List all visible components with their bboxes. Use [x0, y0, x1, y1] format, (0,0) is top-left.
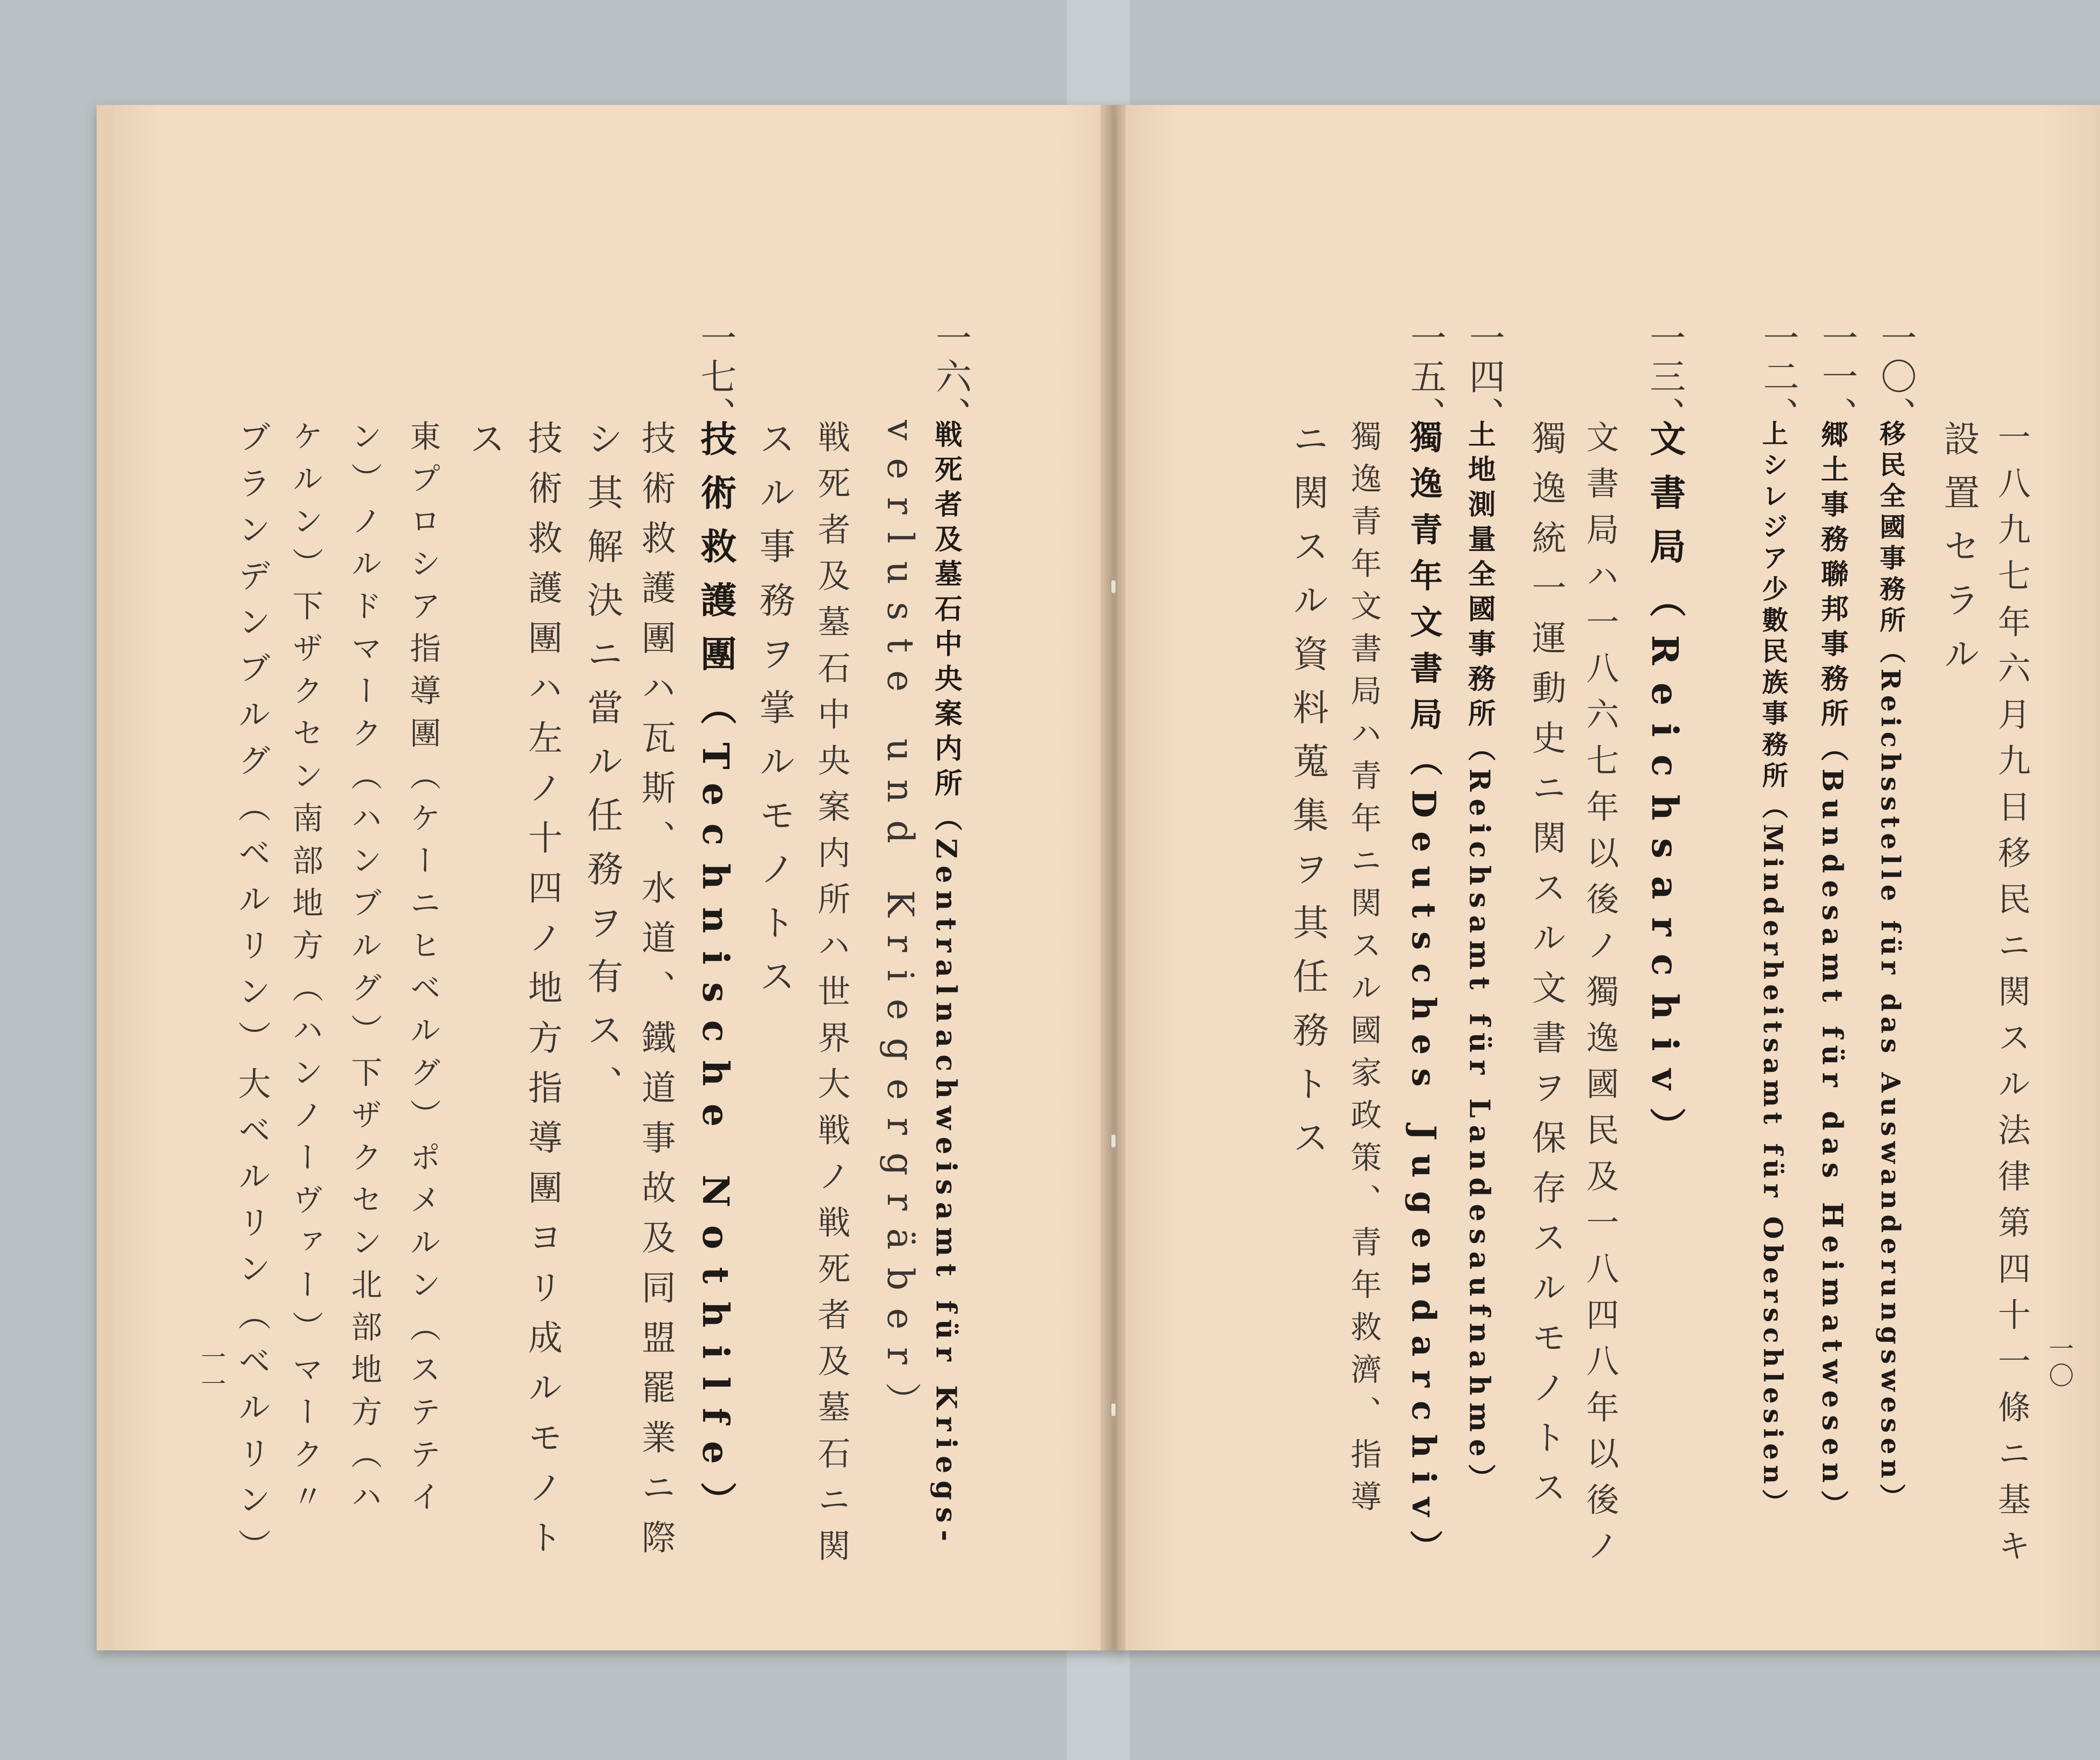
- text-line: ス: [463, 420, 505, 474]
- binding-stitch: [1110, 1134, 1116, 1148]
- text-line: 設置セラル: [1937, 420, 1979, 689]
- text-line: 獨逸青年文書局（Deutsches Jugendarchiv）: [1404, 420, 1443, 1576]
- book-gutter: [1100, 105, 1126, 1650]
- open-book: [97, 92, 2100, 1663]
- text-line: ン）ノルドマーク（ハンブルグ）下ザクセン北部地方（ハ: [346, 420, 382, 1523]
- text-line: 戦死者及墓石中央案内所ハ世界大戦ノ戦死者及墓石ニ関: [812, 420, 850, 1575]
- text-line: 移民全國事務所（Reichsstelle für das Auswanderungswesen）: [1875, 420, 1906, 1515]
- section-number: 一一、: [1816, 319, 1858, 435]
- text-line: シ其解決ニ當ル任務ヲ有ス、: [581, 420, 623, 1119]
- text-line: 郷土事務聯邦事務所（Bundesamt für das Heimatwesen）: [1816, 420, 1849, 1525]
- text-line: 一八九七年六月九日移民ニ関スル法律第四十一條ニ基キ: [1992, 420, 2030, 1575]
- text-line: ケルン）下ザクセン南部地方（ハンノーヴァー）マーク〃: [287, 420, 323, 1523]
- text-line: 土地測量全國事務所（Reichsamt für Landesaufnahme）: [1463, 420, 1496, 1499]
- section-number: 一三、: [1643, 319, 1685, 435]
- section-number: 一二、: [1757, 319, 1799, 435]
- text-line: ブランデンブルグ（ベルリン）大ベルリン（ベルリン）: [233, 420, 270, 1575]
- page-number-right: 一〇: [2045, 1335, 2074, 1389]
- text-line: 技術救護團ハ瓦斯、水道、鐵道事故及同盟罷業ニ際: [636, 420, 676, 1569]
- text-line: 文書局ハ一八六七年以後ノ獨逸國民及一八四八年以後ノ: [1581, 420, 1619, 1575]
- page-number-left: 一一: [197, 1344, 226, 1398]
- text-line: 戦死者及墓石中央案内所（Zentralnachweisamt für Kriegs-: [930, 420, 963, 1549]
- text-line: 文書局（Reichsarchiv）: [1643, 420, 1686, 1161]
- text-line: 上シレジア少數民族事務所（Minderheitsamt für Oberschlesien）: [1758, 420, 1788, 1520]
- text-line: 技術救護團（Technische Nothilfe）: [694, 420, 737, 1536]
- binding-stitch: [1110, 1403, 1116, 1417]
- text-line: スル事務ヲ掌ルモノトス: [753, 420, 795, 1011]
- section-number: 一六、: [929, 319, 971, 435]
- text-line: verluste und Kriegergräber）: [879, 420, 921, 1436]
- section-number: 一〇、: [1874, 319, 1916, 435]
- text-line: ニ関スル資料蒐集ヲ其任務トス: [1286, 420, 1328, 1172]
- section-number: 一四、: [1463, 319, 1505, 435]
- section-number: 一七、: [694, 319, 736, 435]
- binding-stitch: [1110, 580, 1116, 594]
- text-line: 獨逸統一運動史ニ関スル文書ヲ保存スルモノトス: [1526, 420, 1566, 1519]
- text-line: 東プロシア指導團（ケーニヒベルグ）ポメルン（ステテイ: [405, 420, 441, 1523]
- section-number: 一五、: [1404, 319, 1446, 435]
- text-line: 技術救護團ハ左ノ十四ノ地方指導團ヨリ成ルモノト: [522, 420, 562, 1569]
- text-line: 獨逸青年文書局ハ青年ニ関スル國家政策、青年救濟、指導: [1346, 420, 1382, 1523]
